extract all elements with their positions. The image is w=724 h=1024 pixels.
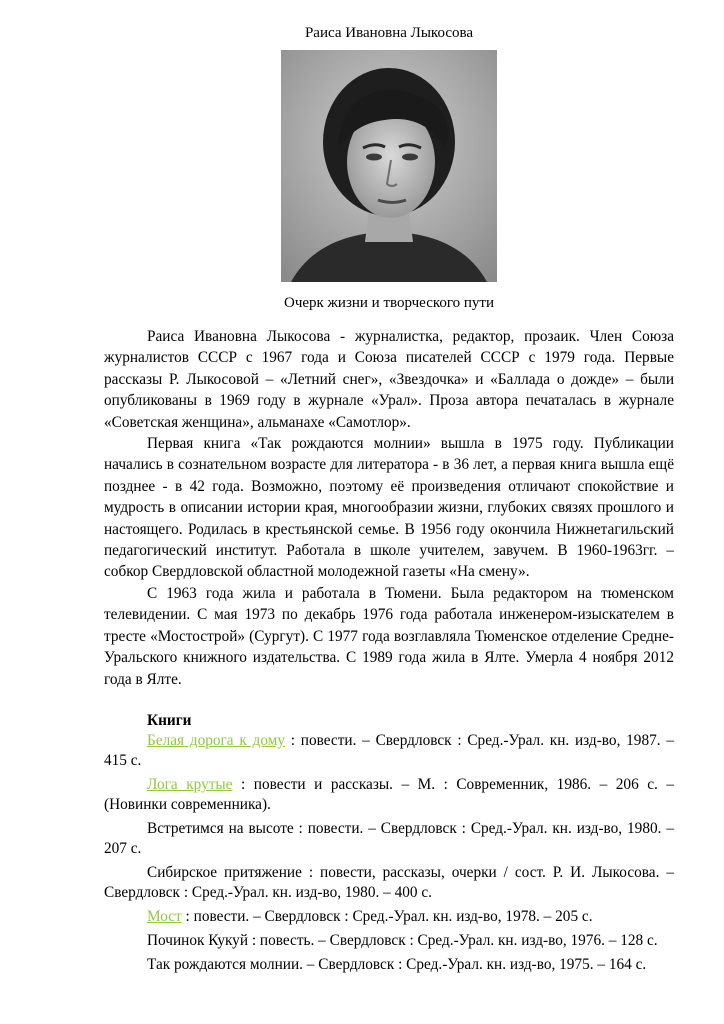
page-title: Раиса Ивановна Лыкосова — [304, 25, 474, 41]
book-entry — [104, 907, 674, 927]
book-entry — [104, 863, 674, 903]
book-details: : повести. – Свердловск : Сред.-Урал. кн. изд-во, 1978. – 205 с. — [181, 908, 593, 926]
biography-text — [104, 326, 674, 690]
biography-paragraph: С 1963 года жила и работала в Тюмени. Была редактором на тюменском телевидении. С мая 1973 по декабрь 1976 года работала инженером-изыскателем в тресте «Мостострой» (Сургут). С 1977 года возглавляла Тюменское отделение Средне-Уральского книжного издательства. С 1989 года жила в Ялте. Умерла 4 ноября 2012 года в Ялте. — [104, 584, 674, 688]
portrait-photo — [281, 50, 497, 282]
book-link[interactable]: Лога крутые — [147, 776, 233, 794]
book-details: : повести. – Свердловск : Сред.-Урал. кн. изд-во, 1987. – 415 с. — [104, 732, 674, 770]
books-section — [104, 710, 674, 975]
book-entry — [104, 731, 674, 771]
book-entry — [104, 955, 674, 975]
book-entry — [104, 931, 674, 951]
biography-paragraph: Первая книга «Так рождаются молнии» вышла в 1975 году. Публикации начались в сознательном возрасте для литератора - в 36 лет, а первая книга вышла ещё позднее - в 42 года. Возможно, поэтому её произведения отличают спокойствие и мудрость в описании истории края, многообразии жизни, глубоких связях прошлого и настоящего. Родилась в крестьянской семье. В 1956 году окончила Нижнетагильский педагогический институт. Работала в школе учителем, завучем. В 1960-1963гг. – собкор Свердловской областной молодежной газеты «На смену». — [104, 435, 674, 581]
book-details: Так рождаются молнии. – Свердловск : Сред.-Урал. кн. изд-во, 1975. – 164 с. — [147, 956, 647, 974]
book-details: : повести и рассказы. – М. : Современник, 1986. – 206 с. – (Новинки современника). — [104, 776, 675, 814]
book-entry — [104, 819, 674, 859]
books-heading: Книги — [147, 711, 192, 729]
book-link[interactable]: Мост — [147, 908, 182, 926]
book-details: Встретимся на высоте : повести. – Свердловск : Сред.-Урал. кн. изд-во, 1980. – 207 с. — [104, 820, 674, 858]
book-details: Починок Кукуй : повесть. – Свердловск : Сред.-Урал. кн. изд-во, 1976. – 128 с. — [147, 932, 658, 950]
essay-subtitle: Очерк жизни и творческого пути — [283, 295, 495, 311]
portrait-container — [104, 50, 674, 282]
document-page — [104, 22, 674, 979]
biography-paragraph: Раиса Ивановна Лыкосова - журналистка, редактор, прозаик. Член Союза журналистов СССР с 1967 года и Союза писателей СССР с 1979 года. Первые рассказы Р. Лыкосовой – «Летний снег», «Звездочка» и «Баллада о дожде» – были опубликованы в 1969 году в журнале «Урал». Проза автора печаталась в журнале «Советская женщина», альманахе «Самотлор». — [104, 328, 674, 431]
book-link[interactable]: Белая дорога к дому — [147, 732, 286, 750]
book-entry — [104, 775, 674, 815]
book-details: Сибирское притяжение : повести, рассказы, очерки / сост. Р. И. Лыкосова. – Свердловск : Сред.-Урал. кн. изд-во, 1980. – 400 с. — [104, 864, 674, 902]
